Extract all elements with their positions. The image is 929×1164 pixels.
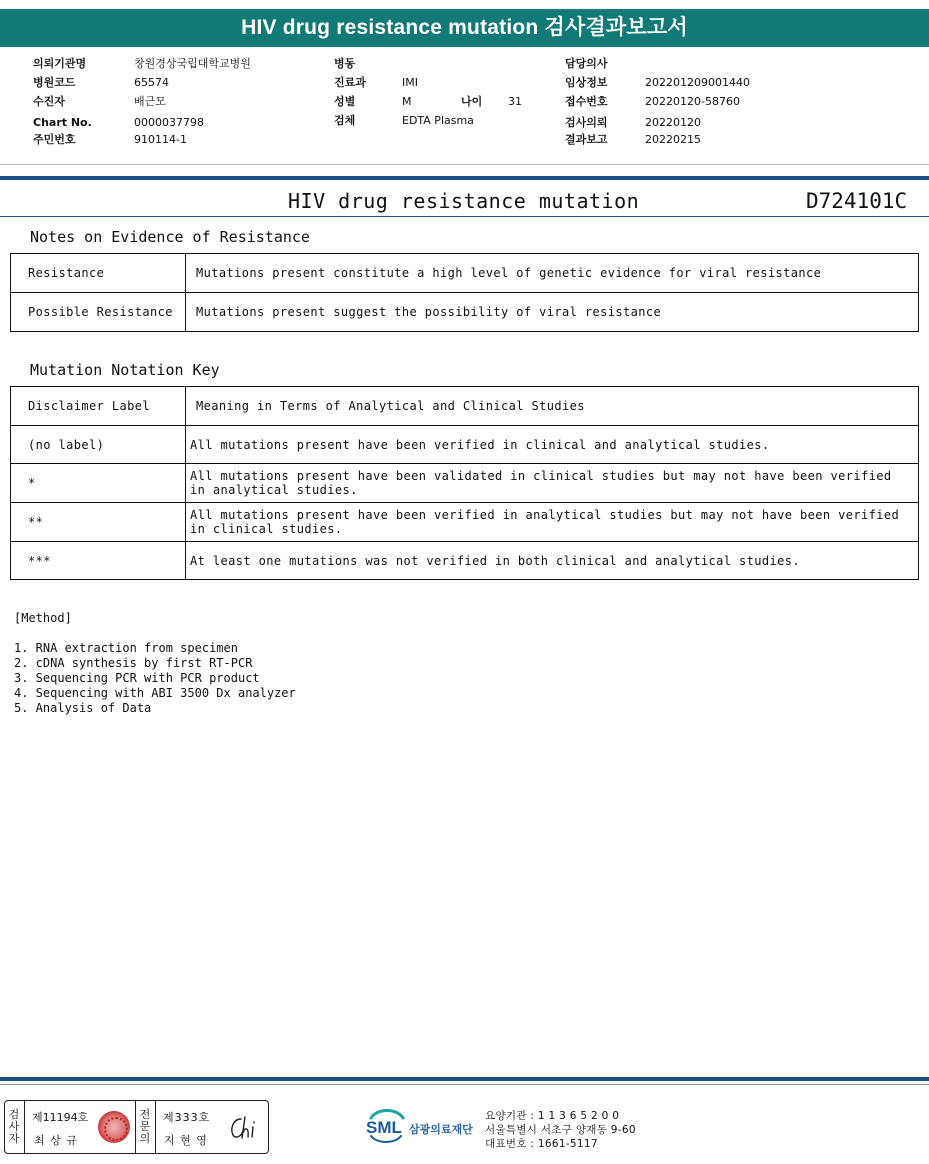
- org-address: 서울특별시 서초구 양재동 9-60: [485, 1124, 636, 1136]
- label-department: 진료과: [334, 76, 366, 89]
- table-cell: Mutations present suggest the possibility of viral resistance: [186, 293, 919, 332]
- label-physician: 담당의사: [565, 57, 608, 70]
- value-receipt-no: 20220120-58760: [645, 95, 740, 108]
- table-cell: At least one mutations was not verified in both clinical and analytical studies.: [186, 542, 919, 580]
- method-step: 4. Sequencing with ABI 3500 Dx analyzer: [14, 686, 296, 700]
- footer-thin-rule: [0, 1084, 929, 1085]
- value-institution: 창원경상국립대학교병원: [134, 57, 251, 70]
- table-cell: Resistance: [11, 254, 186, 293]
- evidence-heading: Notes on Evidence of Resistance: [30, 228, 310, 246]
- value-chart-no: 0000037798: [134, 116, 204, 129]
- method-heading: [Method]: [14, 611, 72, 625]
- table-cell: *: [11, 464, 186, 503]
- header-divider: [0, 164, 929, 165]
- label-hospital-code: 병원코드: [33, 76, 76, 89]
- value-department: IMI: [402, 76, 418, 89]
- table-row: [11, 464, 919, 503]
- org-name: 삼광의료재단: [409, 1123, 473, 1136]
- footer-top-rule: [0, 1077, 929, 1081]
- method-step: 2. cDNA synthesis by first RT-PCR: [14, 656, 253, 670]
- specialist-license-no: 제333호: [163, 1111, 211, 1124]
- title-top-rule: [0, 176, 929, 180]
- label-institution: 의뢰기관명: [33, 57, 87, 70]
- org-code: 요양기관 : 1 1 3 6 5 2 0 0: [485, 1110, 620, 1122]
- label-receipt-no: 접수번호: [565, 95, 608, 108]
- signature-box: [4, 1100, 269, 1154]
- title-bottom-rule: [0, 216, 929, 217]
- label-report-date: 결과보고: [565, 133, 608, 146]
- label-sex: 성별: [334, 95, 356, 108]
- specialist-role-label: 전문의: [139, 1108, 151, 1145]
- table-cell: All mutations present have been verified in analytical studies but may not have been verified in clinical studies.: [186, 503, 919, 542]
- value-hospital-code: 65574: [134, 76, 169, 89]
- table-cell: ***: [11, 542, 186, 580]
- table-cell: Meaning in Terms of Analytical and Clinical Studies: [186, 387, 919, 426]
- org-phone: 대표번호 : 1661-5117: [485, 1138, 598, 1150]
- document-title: HIV drug resistance mutation: [288, 189, 640, 213]
- value-age: 31: [508, 95, 522, 108]
- method-step: 3. Sequencing PCR with PCR product: [14, 671, 260, 685]
- label-ward: 병동: [334, 57, 356, 70]
- value-request-date: 20220120: [645, 116, 701, 129]
- value-patient: 배근모: [134, 95, 166, 108]
- table-row: [11, 387, 919, 426]
- table-row: [11, 542, 919, 580]
- table-row: [11, 293, 919, 332]
- method-step: 1. RNA extraction from specimen: [14, 641, 238, 655]
- notation-heading: Mutation Notation Key: [30, 361, 220, 379]
- divider: [155, 1101, 156, 1153]
- label-chart-no: Chart No.: [33, 116, 92, 129]
- divider: [135, 1101, 136, 1153]
- table-row: [11, 503, 919, 542]
- notation-table: [10, 386, 919, 580]
- label-patient: 수진자: [33, 95, 65, 108]
- evidence-table: [10, 253, 919, 332]
- label-age: 나이: [461, 95, 483, 108]
- table-cell: (no label): [11, 426, 186, 464]
- value-specimen: EDTA Plasma: [402, 114, 474, 127]
- value-resident-no: 910114-1: [134, 133, 187, 146]
- label-clinical-info: 임상정보: [565, 76, 608, 89]
- table-cell: Disclaimer Label: [11, 387, 186, 426]
- value-clinical-info: 202201209001440: [645, 76, 750, 89]
- method-step: 5. Analysis of Data: [14, 701, 152, 715]
- table-cell: All mutations present have been validated in clinical studies but may not have been verified in analytical studies.: [186, 464, 919, 503]
- label-specimen: 검체: [334, 114, 356, 127]
- table-cell: Mutations present constitute a high level of genetic evidence for viral resistance: [186, 254, 919, 293]
- table-cell: Possible Resistance: [11, 293, 186, 332]
- label-request-date: 검사의뢰: [565, 116, 608, 129]
- tester-name: 최 상 규: [34, 1134, 78, 1147]
- tester-license-no: 제11194호: [32, 1111, 89, 1124]
- tester-role-label: 검사자: [8, 1108, 20, 1145]
- signature-icon: [227, 1113, 263, 1143]
- seal-stamp: [98, 1111, 130, 1143]
- table-cell: **: [11, 503, 186, 542]
- table-row: [11, 426, 919, 464]
- table-cell: All mutations present have been verified in clinical and analytical studies.: [186, 426, 919, 464]
- report-banner-title: HIV drug resistance mutation 검사결과보고서: [0, 9, 929, 47]
- org-logo-text: SML: [366, 1118, 402, 1137]
- table-row: [11, 254, 919, 293]
- value-sex: M: [402, 95, 412, 108]
- label-resident-no: 주민번호: [33, 133, 76, 146]
- specialist-name: 지 현 영: [164, 1134, 208, 1147]
- divider: [24, 1101, 25, 1153]
- value-report-date: 20220215: [645, 133, 701, 146]
- document-code: D724101C: [806, 189, 908, 213]
